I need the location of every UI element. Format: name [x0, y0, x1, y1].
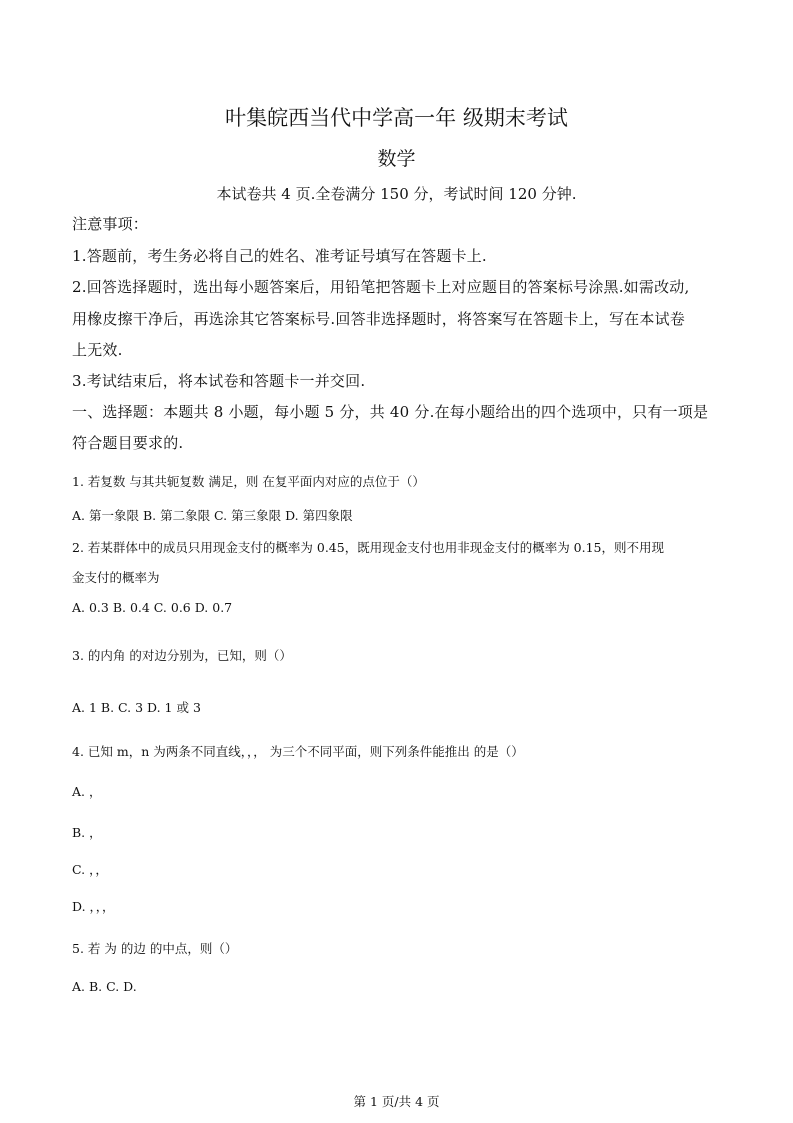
question-4-option-d: D. ，，，	[72, 899, 115, 914]
exam-info: 本试卷共 4 页.全卷满分 150 分，考试时间 120 分钟.	[216, 185, 577, 203]
question-4-option-b: B. ，	[72, 825, 102, 840]
page-footer: 第 1 页/共 4 页	[353, 1094, 440, 1109]
question-3: 3. 的内角 的对边分别为，已知，则（）	[72, 648, 292, 663]
question-4-option-a: A. ，	[72, 784, 102, 799]
question-2-line-1: 2. 若某群体中的成员只用现金支付的概率为 0.45，既用现金支付也用非现金支付的概率为 0.15，则不用现	[72, 540, 665, 555]
section-intro-line-1: 一、选择题：本题共 8 小题，每小题 5 分，共 40 分.在每小题给出的四个选项中，只有一项是	[72, 403, 709, 421]
question-5-options: A. B. C. D.	[72, 979, 137, 994]
note-item-2-line-3: 上无效.	[72, 341, 123, 359]
section-intro-line-2: 符合题目要求的.	[72, 434, 184, 452]
exam-subject: 数学	[377, 148, 416, 170]
notes-heading: 注意事项：	[72, 215, 149, 233]
note-item-2-line-1: 2.回答选择题时，选出每小题答案后，用铅笔把答题卡上对应题目的答案标号涂黑.如需改动,	[72, 278, 690, 296]
note-item-3: 3.考试结束后，将本试卷和答题卡一并交回.	[72, 372, 366, 390]
question-2-line-2: 金支付的概率为	[72, 570, 160, 585]
question-1-options: A. 第一象限 B. 第二象限 C. 第三象限 D. 第四象限	[72, 508, 353, 523]
question-4-option-c: C. ，，	[72, 862, 108, 877]
question-5: 5. 若 为 的边 的中点，则（）	[72, 941, 238, 956]
question-3-options: A. 1 B. C. 3 D. 1 或 3	[72, 700, 201, 715]
question-2-options: A. 0.3 B. 0.4 C. 0.6 D. 0.7	[72, 600, 233, 615]
question-1: 1. 若复数 与其共轭复数 满足，则 在复平面内对应的点位于（）	[72, 474, 425, 489]
question-4: 4. 已知 m，n 为两条不同直线，，， 为三个不同平面，则下列条件能推出 的是（）	[72, 744, 524, 759]
note-item-1: 1.答题前，考生务必将自己的姓名、准考证号填写在答题卡上.	[72, 247, 487, 265]
exam-title: 叶集皖西当代中学高一年 级期末考试	[225, 106, 568, 130]
note-item-2-line-2: 用橡皮擦干净后，再选涂其它答案标号.回答非选择题时，将答案写在答题卡上，写在本试卷	[72, 310, 685, 328]
